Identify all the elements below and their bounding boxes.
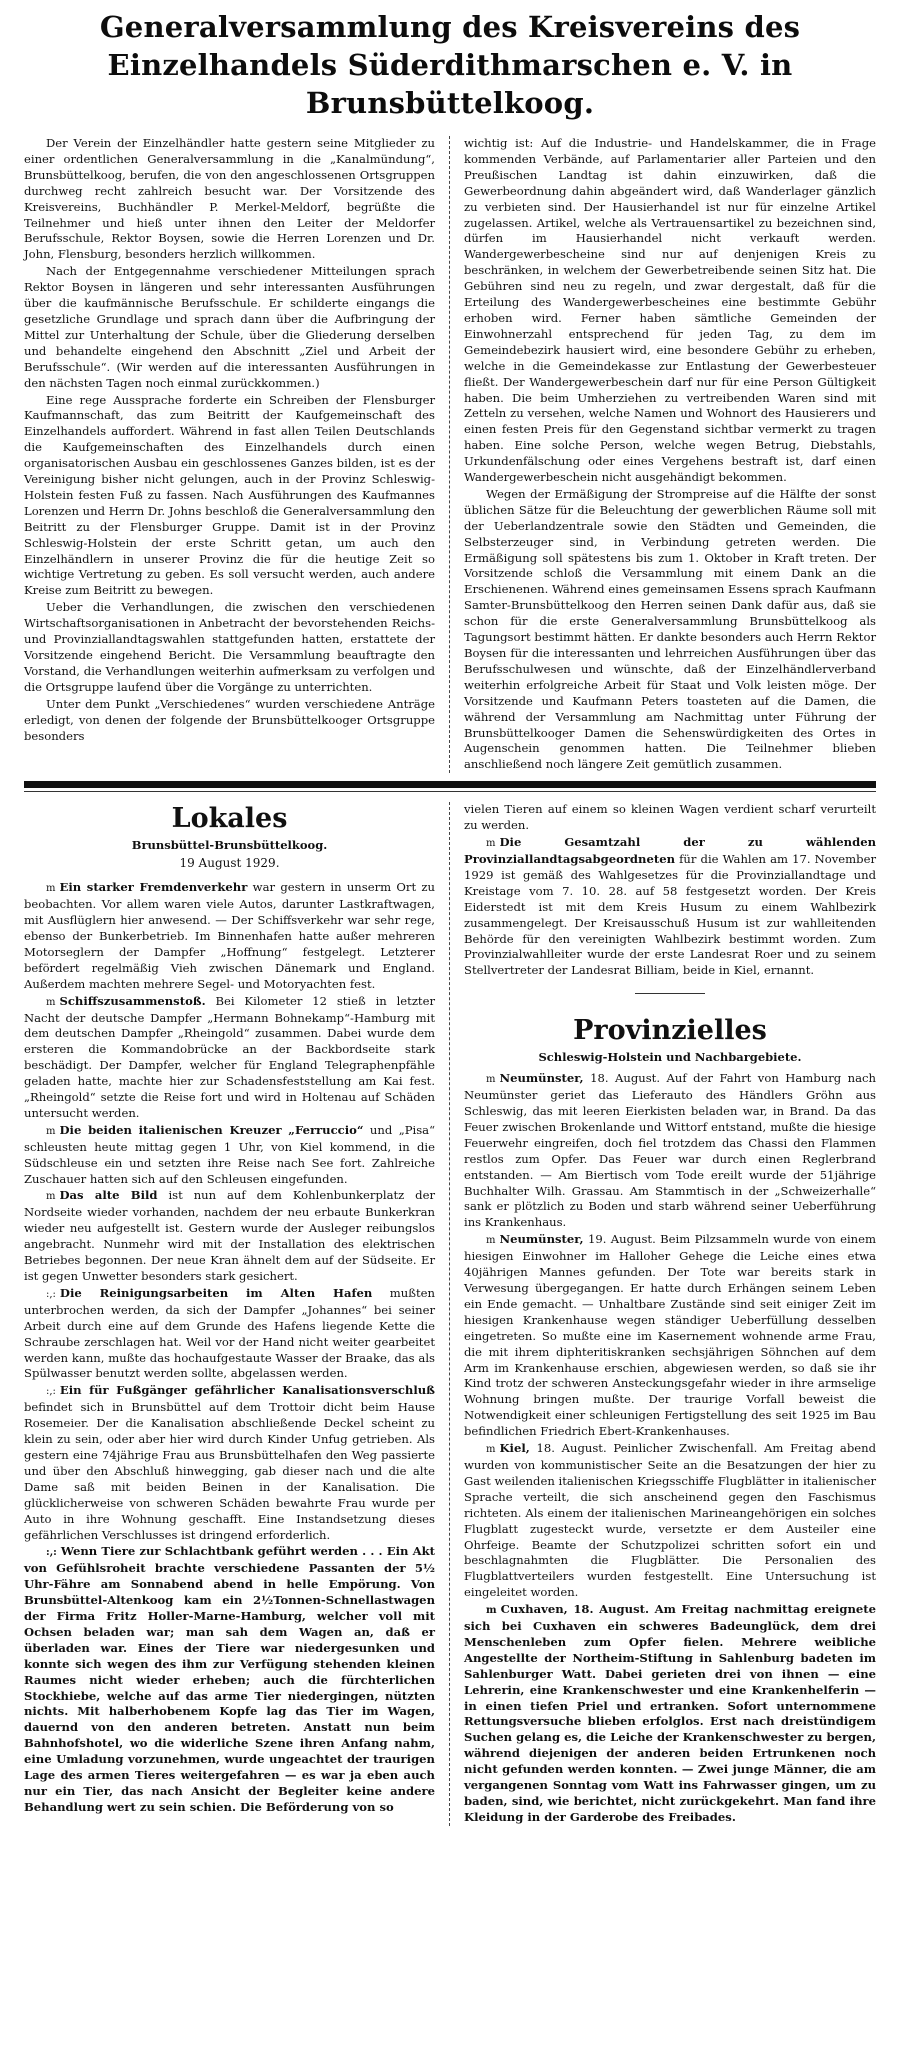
article-top-right-column [449,136,876,773]
article-top [24,136,876,773]
news-item [24,1544,435,1815]
article-paragraph: Der Verein der Einzelhändler hatte gestern seine Mitglieder zu einer ordentlichen Generalversammlung in die „Kanalmündung“, Brunsbüttelkoog, berufen, die von den angeschlossenen Ortsgruppen durchweg recht zahlreich besucht war. Der Vorsitzende des Kreisvereins, Buchhändler P. Merkel-Meldorf, begrüßte die Teilnehmer und hieß unter ihnen den Leiter der Meldorfer Berufsschule, Rektor Boysen, sowie die Herren Lorenzen und Dr. John, Flensburg, besonders herzlich willkommen. [24,136,435,262]
right-bottom-column [449,802,876,1826]
section-divider-thick [24,781,876,788]
news-item [24,880,435,992]
item-prefix: m [486,1444,496,1456]
item-prefix: m [486,1074,496,1086]
section-divider [24,781,876,792]
lokales-column [24,802,449,1826]
item-prefix: m [46,883,56,895]
news-item [464,1071,876,1231]
item-prefix: :,: [46,1547,57,1559]
news-item [464,1232,876,1440]
lokales-title: Lokales [171,803,288,835]
news-item [24,1383,435,1543]
newspaper-page [24,0,876,1838]
page-headline: Generalversammlung des Kreisvereins des Einzelhandels Süderdithmarschen e. V. in Brunsbüttelkoog. [99,10,801,120]
item-prefix: m [486,1235,496,1247]
item-prefix: m [486,1605,497,1617]
item-lead: Ein starker Fremdenverkehr [59,880,248,895]
short-divider [635,993,705,994]
item-text: Bei Kilometer 12 stieß in letzter Nacht der deutsche Dampfer „Hermann Bohnekamp“-Hamburg mit dem deutschen Dampfer „Rheingold“ zusammen. Dabei wurde dem ersteren die Kommandobrücke an der Backbordseite stark beschädigt. Der Dampfer, welcher für England Telegraphenpfähle geladen hatte, machte hier zur Schadensfeststellung am Kai fest. „Rheingold“ setzte die Reise fort und wird in Holtenau auf Schäden untersucht werden. [24,993,435,1120]
item-prefix: m [46,996,56,1008]
section-divider-thin [24,791,876,792]
item-lead: Ein für Fußgänger gefährlicher Kanalisationsverschluß [59,1383,435,1398]
item-prefix: m [46,1191,56,1203]
lower-section [24,802,876,1826]
news-item [24,1188,435,1284]
item-text: 19. August. Beim Pilzsammeln wurde von einem hiesigen Einwohner im Halloher Gehege die Leiche eines etwa 40jährigen Mannes gefunden. Der Tote war bereits stark in Verwesung übergegangen. Er hatte durch Erhängen seinem Leben ein Ende gemacht. — Unhaltbare Zustände sind seit einiger Zeit im hiesigen Krankenhause wegen ständiger Ueberfüllung desselben eingetreten. So mußte eine im Kasernement wohnende arme Frau, die mit ihrem diphteritiskranken sechsjährigen Söhnchen auf dem Arm im Krankenhause erschien, abgewiesen werden, so daß sie ihr Kind trotz der schweren Ansteckungsgefahr wieder in ihre armselige Wohnung bringen mußte. Der traurige Vorfall beweist die Notwendigkeit einer schleunigen Fertigstellung des seit 1925 im Bau befindlichen Friedrich Ebert-Krankenhauses. [464,1232,876,1439]
lokales-subtitle: Brunsbüttel-Brunsbüttelkoog. [131,838,328,853]
provinzielles-title: Provinzielles [573,1015,767,1047]
item-prefix: :,: [46,1288,56,1300]
item-text: ist nun auf dem Kohlenbunkerplatz der Nordseite wieder vorhanden, nachdem der neu erbaute Bunkerkran wieder neu aufgestellt ist. Gestern wurde der Ausleger reibungslos angebracht. Nunmehr wird mit der Installation des elektrischen Betriebes begonnen. Der neue Kran ähnelt dem auf der Südseite. Er ist gegen Unwetter besonders stark gesichert. [24,1188,436,1283]
continuation-text: vielen Tieren auf einem so kleinen Wagen verdient scharf verurteilt zu werden. [464,802,876,833]
item-text: 18. August. Auf der Fahrt von Hamburg nach Neumünster geriet das Lieferauto des Händlers Gröhn aus Schleswig, das mit leeren Eierkisten beladen war, in Brand. Da das Feuer zwischen Brokenlande und Wittorf entstand, mußte die hiesige Feuerwehr eingreifen, doch fiel trotzdem das Chassi den Flammen restlos zum Opfer. Das Feuer war durch einen Reglerbrand entstanden. — Am Biertisch vom Tode ereilt wurde der 51jährige Buchhalter Wilh. Grassau. Am Stammtisch in der „Schweizerhalle“ sank er plötzlich zu Boden und starb während seiner Ueberführung ins Krankenhaus. [464,1071,876,1230]
article-paragraph: wichtig ist: Auf die Industrie- und Handelskammer, die in Frage kommenden Verbände, auf Parlamentarier aller Parteien und den Preußischen Landtag ist dahin einzuwirken, daß die Gewerbeordnung dahin abgeändert wird, daß Wanderlager gänzlich zu verbieten sind. Der Hausierhandel ist nur für einzelne Artikel zugelassen. Artikel, welche als Vertrauensartikel zu bezeichnen sind, dürfen im Hausierhandel nicht verkauft werden. Wandergewerbescheine sind nur auf denjenigen Kreis zu beschränken, in welchem der Gewerbetreibende seinen Sitz hat. Die Gebühren sind neu zu regeln, und zwar dergestalt, daß für die Erteilung des Wandergewerbescheines eine bestimmte Gebühr erhoben wird. Ferner haben sämtliche Gemeinden der Einwohnerzahl entsprechend für jeden Tag, zu dem im Gemeindebezirk hausiert wird, eine besondere Gebühr zu erheben, welche in die Gemeindekasse zur Entlastung der Gewerbesteuer fließt. Der Wandergewerbeschein darf nur für eine Person Gültigkeit haben. Die beim Umherziehen zu vertreibenden Waren sind mit Zetteln zu versehen, welche Namen und Wohnort des Hausierers und einen festen Preis für den Gegenstand sichtbar vermerkt zu tragen haben. Eine solche Person, welche wegen Betrug, Diebstahls, Urkundenfälschung oder eines Vergehens bestraft ist, darf einen Wandergewerbeschein nicht ausgehändigt bekommen. [464,136,876,485]
news-item [464,1602,876,1826]
item-lead: Kiel, [499,1441,530,1456]
article-paragraph: Eine rege Aussprache forderte ein Schreiben der Flensburger Kaufmannschaft, das zum Beitritt der Kaufgemeinschaft des Einzelhandels auffordert. Während in fast allen Teilen Deutschlands die Kaufgemeinschaften des Einzelhandels durch einen organisatorischen Ausbau ein geschlossenes Ganzes bilden, ist es der Vereinigung bisher nicht gelungen, auch in der Provinz Schleswig-Holstein festen Fuß zu fassen. Nach Ausführungen des Kaufmannes Lorenzen und Herrn Dr. Johns beschloß die Generalversammlung den Beitritt zu der Flensburger Gruppe. Damit ist in der Provinz Schleswig-Holstein der erste Schritt getan, um auch den Einzelhändlern in unserer Provinz die für die heutige Zeit so wichtige Vertretung zu geben. Es soll versucht werden, auch andere Kreise zum Beitritt zu bewegen. [24,392,435,598]
item-lead: Die Reinigungsarbeiten im Alten Hafen [59,1285,373,1300]
item-text: Ein Akt von Gefühlsroheit brachte verschiedene Passanten der 5½ Uhr-Fähre am Sonnabend abend in helle Empörung. Von Brunsbüttel-Altenkoog kam ein 2½Tonnen-Schnellastwagen der Firma Fritz Holler-Marne-Hamburg, welcher voll mit Ochsen beladen war; man sah dem Wagen an, daß er überladen war. Eines der Tiere war niedergesunken und konnte sich wegen des ihm zur Verfügung stehenden kleinen Raumes nicht wieder erheben; auch die fürchterlichen Stockhiebe, welche auf das arme Tier niedergingen, nützten nichts. Mit halberhobenem Kopfe lag das Tier im Wagen, dauernd von den anderen betreten. Anstatt nun beim Bahnhofshotel, wo die widerliche Szene ihren Anfang nahm, eine Umladung vorzunehmen, wurde ungeachtet der traurigen Lage des armen Tieres weitergefahren — es war ja eben auch nur ein Tier, das nach Ansicht der Begleiter keine andere Behandlung wert zu sein schien. Die Beförderung von so [24,1544,435,1814]
item-text: mußten unterbrochen werden, da sich der Dampfer „Johannes“ bei seiner Arbeit durch eine auf dem Grunde des Hafens liegende Kette die Schraube zerschlagen hat. Weil vor der Hand nicht weiter gearbeitet werden kann, mußte das hochaufgestaute Wasser der Braake, das als Spülwasser benutzt werden sollte, abgelassen werden. [24,1285,435,1381]
item-text: 18. August. Peinlicher Zwischenfall. Am Freitag abend wurden von kommunistischer Seite an die Besatzungen der hier zu Gast weilenden italienischen Kriegsschiffe Flugblätter in italienischer Sprache verteilt, die sich anscheinend gegen den Faschismus richteten. Als einem der italienischen Marineangehörigen ein solches Flugblatt zugesteckt wurde, versetzte er dem Austeiler eine Ohrfeige. Beamte der Schutzpolizei schritten sofort ein und beschlagnahmten die Flugblätter. Die Personalien des Flugblattverteilers wurden festgestellt. Eine Untersuchung ist eingeleitet worden. [464,1441,876,1600]
item-lead: Das alte Bild [59,1188,158,1203]
item-prefix: m [46,1125,56,1137]
item-lead: Schiffszusammenstoß. [59,993,206,1008]
article-top-left-column [24,136,449,773]
item-lead: Neumünster, [499,1232,584,1247]
item-lead: Neumünster, [499,1071,584,1086]
article-paragraph: Wegen der Ermäßigung der Strompreise auf die Hälfte der sonst üblichen Sätze für die Beleuchtung der gewerblichen Räume soll mit der Ueberlandzentrale sowie den Städten und Gemeinden, die Selbsterzeuger sind, in Verbindung getreten werden. Die Ermäßigung soll spätestens bis zum 1. Oktober in Kraft treten. Der Vorsitzende schloß die Versammlung mit einem Dank an die Erschienenen. Während eines gemeinsamen Essens sprach Kaufmann Samter-Brunsbüttelkoog den Herren seinen Dank dafür aus, daß sie schon für die erste Generalversammlung Brunsbüttelkoog als Tagungsort bestimmt hätten. Er dankte besonders auch Herrn Rektor Boysen für die interessanten und lehrreichen Ausführungen über das Berufsschulwesen und wünschte, daß der Einzelhändlerverband weiterhin erfolgreiche Arbeit für Staat und Volk leisten möge. Der Vorsitzende und Kaufmann Peters toasteten auf die Damen, die während der Versammlung am Nachmittag unter Führung der Brunsbüttelkooger Damen die Sehenswürdigkeiten des Ortes in Augenschein genommen hatten. Die Teilnehmer blieben anschließend noch längere Zeit gemütlich zusammen. [464,486,876,772]
article-paragraph: Nach der Entgegennahme verschiedener Mitteilungen sprach Rektor Boysen in längeren und sehr interessanten Ausführungen über die kaufmännische Berufsschule. Er schilderte eingangs die gesetzliche Grundlage und sprach dann über die Aufbringung der Mittel zur Unterhaltung der Schule, über die Gliederung derselben und behandelte eingehend den Abschnitt „Ziel und Arbeit der Berufsschule“. (Wir werden auf die interessanten Ausführungen in den nächsten Tagen noch einmal zurückkommen.) [24,264,435,390]
news-item [464,1441,876,1601]
item-lead: Die Gesamtzahl der zu wählenden Provinziallandtagsabgeordneten [464,835,876,866]
item-prefix: :,: [46,1386,56,1398]
news-item [464,835,876,979]
item-text: war gestern in unserm Ort zu beobachten. Vor allem waren viele Autos, darunter Lastkraftwagen, mit Ausflüglern hier anwesend. — Der Schiffsverkehr war sehr rege, ebenso der Bunkerbetrieb. Im Binnenhafen hatte außer mehreren Motorseglern der Dampfer „Hoffnung“ festgelegt. Letzterer befördert regelmäßig Vieh zwischen Dänemark und England. Außerdem machten mehrere Segel- und Motoryachten fest. [24,880,435,991]
item-prefix: m [486,838,496,850]
lokales-date: 19 August 1929. [179,856,280,871]
item-text: befindet sich in Brunsbüttel auf dem Trottoir dicht beim Hause Rosemeier. Der die Kanalisation abschließende Deckel scheint zu klein zu sein, oder aber hier wird durch Kinder Unfug getrieben. Als gestern eine 74jährige Frau aus Brunsbüttelhafen den Weg passierte und über den Abschluß hinwegging, gab dieser nach und die alte Dame saß mit beiden Beinen in der Kanalisation. Die glücklicherweise von schweren Schäden bewahrte Frau wurde per Auto in ihre Wohnung geschafft. Eine Instandsetzung dieses gefährlichen Verschlusses ist dringend erforderlich. [24,1400,435,1542]
item-text: 18. August. Am Freitag nachmittag ereignete sich bei Cuxhaven ein schweres Badeunglück, dem drei Menschenleben zum Opfer fielen. Mehrere weibliche Angestellte der Northeim-Stiftung in Sahlenburg badeten im Sahlenburger Watt. Dabei gerieten drei von ihnen — eine Lehrerin, eine Krankenschwester und eine Krankenhelferin — in einen tiefen Priel und ertranken. Sofort unternommene Rettungsversuche blieben erfolglos. Erst nach dreistündigem Suchen gelang es, die Leiche der Krankenschwester zu bergen, während diejenigen der anderen beiden Ertrunkenen noch nicht gefunden werden konnten. — Zwei junge Männer, die am vergangenen Sonntag vom Watt ins Fahrwasser gingen, um zu baden, sind, wie berichtet, nicht zurückgekehrt. Man fand ihre Kleidung in der Garderobe des Freibades. [464,1602,876,1824]
item-lead: Die beiden italienischen Kreuzer „Ferruccio“ [59,1122,364,1137]
news-item [24,994,435,1122]
article-paragraph: Ueber die Verhandlungen, die zwischen den verschiedenen Wirtschaftsorganisationen in Anbetracht der bevorstehenden Reichs- und Provinziallandtagswahlen stattgefunden hatten, erstattete der Vorsitzende eingehend Bericht. Die Versammlung beauftragte den Vorstand, die Verhandlungen weiterhin aufmerksam zu verfolgen und die Ortsgruppe laufend über die Vorgänge zu unterrichten. [24,600,435,694]
provinzielles-subtitle: Schleswig-Holstein und Nachbargebiete. [538,1050,802,1065]
article-paragraph: Unter dem Punkt „Verschiedenes“ wurden verschiedene Anträge erledigt, von denen der folgende der Brunsbüttelkooger Ortsgruppe besonders [24,696,435,743]
item-lead: Wenn Tiere zur Schlachtbank geführt werden . . . [60,1544,383,1559]
item-lead: Cuxhaven, [500,1602,568,1617]
news-item [24,1123,435,1188]
news-item [24,1286,435,1382]
item-text: und „Pisa“ schleusten heute mittag gegen 1 Uhr, von Kiel kommend, in die Südschleuse ein und setzten ihre Reise nach See fort. Zahlreiche Zuschauer hatten sich auf den Schleusen eingefunden. [24,1122,435,1186]
item-text: für die Wahlen am 17. November 1929 ist gemäß des Wahlgesetzes für die Provinziallandtage und Kreistage vom 7. 10. 28. auf 58 festgesetzt worden. Der Kreis Eiderstedt ist mit dem Kreis Husum zu einem Wahlbezirk zusammengelegt. Der Kreisausschuß Husum ist zur wahlleitenden Behörde für den vereinigten Wahlbezirk bestimmt worden. Zum Provinzialwahlleiter wurde der erste Landesrat Roer und zu seinem Stellvertreter der Landesrat Billiam, beide in Kiel, ernannt. [464,851,876,978]
